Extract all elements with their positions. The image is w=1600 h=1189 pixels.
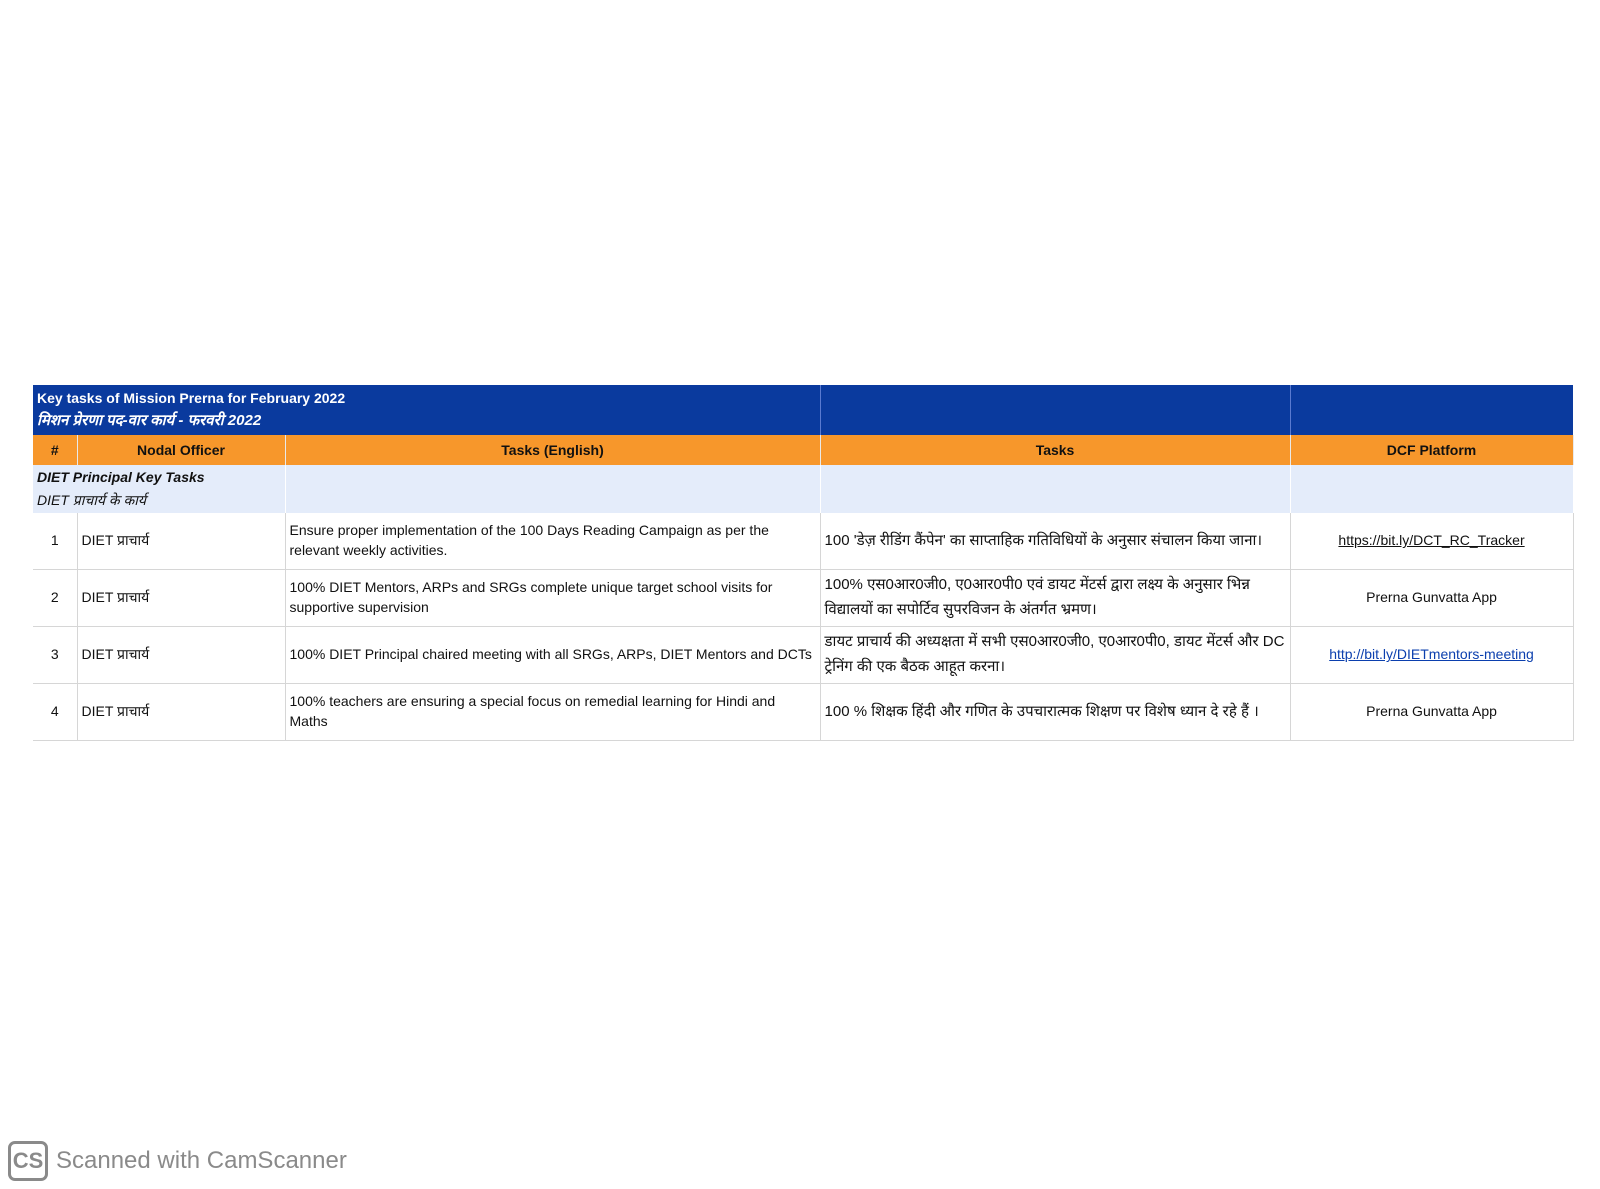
title-cell — [33, 385, 820, 435]
task-hindi-cell: 100% एस0आर0जी0, ए0आर0पी0 एवं डायट मेंटर्स द्वारा लक्ष्य के अनुसार भिन्न विद्यालयों का सपोर्टिव सुपरविजन के अंतर्गत भ्रमण। — [820, 570, 1290, 627]
section-blank-cell — [820, 465, 1290, 513]
row-number: 2 — [33, 570, 77, 627]
platform-cell: Prerna Gunvatta App — [1290, 570, 1573, 627]
platform-link[interactable]: http://bit.ly/DIETmentors-meeting — [1329, 646, 1534, 663]
platform-cell — [1290, 627, 1573, 684]
column-header-nodal-officer: Nodal Officer — [77, 435, 285, 465]
section-blank-cell — [1290, 465, 1573, 513]
camscanner-text: Scanned with CamScanner — [56, 1147, 347, 1174]
title-hindi: मिशन प्रेरणा पद-वार कार्य - फरवरी 2022 — [37, 412, 262, 429]
task-hindi-cell: 100 'डेज़ रीडिंग कैंपेन' का साप्ताहिक गतिविधियों के अनुसार संचालन किया जाना। — [820, 513, 1290, 570]
column-header-dcf-platform: DCF Platform — [1290, 435, 1573, 465]
task-hindi-cell: 100 % शिक्षक हिंदी और गणित के उपचारात्मक शिक्षण पर विशेष ध्यान दे रहे हैं । — [820, 684, 1290, 741]
row-number: 4 — [33, 684, 77, 741]
task-english-cell: 100% teachers are ensuring a special focus on remedial learning for Hindi and Maths — [285, 684, 820, 741]
header-row — [33, 435, 1573, 465]
nodal-officer-cell: DIET प्राचार्य — [77, 627, 285, 684]
nodal-officer-cell: DIET प्राचार्य — [77, 570, 285, 627]
camscanner-logo-icon: CS — [8, 1141, 48, 1181]
mission-prerna-tasks-table — [33, 385, 1574, 741]
title-row — [33, 385, 1573, 435]
section-row — [33, 465, 1573, 513]
task-english-cell: Ensure proper implementation of the 100 Days Reading Campaign as per the relevant weekly activities. — [285, 513, 820, 570]
column-header-number: # — [33, 435, 77, 465]
table-row — [33, 627, 1573, 684]
nodal-officer-cell: DIET प्राचार्य — [77, 684, 285, 741]
camscanner-watermark — [8, 1141, 347, 1181]
title-english: Key tasks of Mission Prerna for February 2022 — [37, 390, 346, 406]
task-english-cell: 100% DIET Mentors, ARPs and SRGs complete unique target school visits for supportive supervision — [285, 570, 820, 627]
table-row — [33, 570, 1573, 627]
row-number: 3 — [33, 627, 77, 684]
table-row — [33, 513, 1573, 570]
section-title-hindi: DIET प्राचार्य के कार्य — [37, 491, 147, 508]
column-header-tasks-english: Tasks (English) — [285, 435, 820, 465]
platform-cell — [1290, 513, 1573, 570]
row-number: 1 — [33, 513, 77, 570]
table-row — [33, 684, 1573, 741]
platform-link[interactable]: https://bit.ly/DCT_RC_Tracker — [1338, 532, 1525, 549]
section-cell — [33, 465, 285, 513]
task-english-cell: 100% DIET Principal chaired meeting with all SRGs, ARPs, DIET Mentors and DCTs — [285, 627, 820, 684]
column-header-tasks: Tasks — [820, 435, 1290, 465]
nodal-officer-cell: DIET प्राचार्य — [77, 513, 285, 570]
platform-cell: Prerna Gunvatta App — [1290, 684, 1573, 741]
title-blank-cell — [1290, 385, 1573, 435]
section-title-english: DIET Principal Key Tasks — [37, 468, 205, 485]
task-hindi-cell: डायट प्राचार्य की अध्यक्षता में सभी एस0आर0जी0, ए0आर0पी0, डायट मेंटर्स और DC ट्रेनिंग की एक बैठक आहूत करना। — [820, 627, 1290, 684]
title-blank-cell — [820, 385, 1290, 435]
section-blank-cell — [285, 465, 820, 513]
